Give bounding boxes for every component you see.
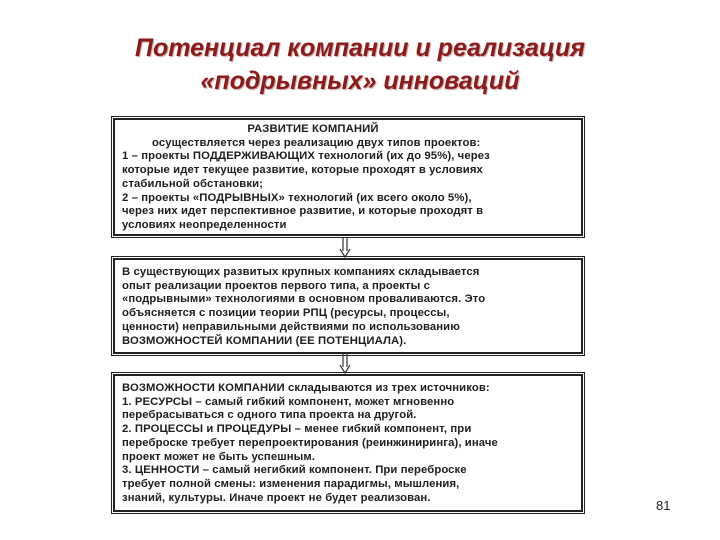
box3-line: 3. ЦЕННОСТИ – самый негибкий компонент. При переброске [122,464,467,477]
box2-line: объясняется с позиции теории РПЦ (ресурсы, процессы, [122,307,450,320]
company-development-box [113,118,583,236]
box1-line: условиях неопределенности [122,218,287,231]
box1-line: стабильной обстановки; [122,177,264,190]
box3-line: перебрасываться с одного типа проекта на другой. [122,409,417,422]
down-arrow-icon [338,354,352,374]
box3-line: переброске требует перепроектирования (реинжиниринга), иначе [122,436,498,449]
box2-line: «подрывными» технологиями в основном проваливаются. Это [122,293,486,306]
slide-title [0,32,720,98]
box3-line: проект может не быть успешным. [122,450,316,463]
box1-heading: РАЗВИТИЕ КОМПАНИЙ [247,123,379,135]
box1-line: осуществляется через реализацию двух типов проектов: [152,136,481,149]
box3-line: ВОЗМОЖНОСТИ КОМПАНИИ складываются из трех источников: [122,382,490,394]
box2-line: ценности) неправильными действиями по использованию [122,320,460,333]
box1-line: которые идет текущее развитие, которые проходят в условиях [122,164,483,177]
box3-line: 1. РЕСУРСЫ – самый гибкий компонент, может мгновенно [122,395,455,408]
title-line-2: «подрывных» инноваций [200,67,520,95]
box2-line: В существующих развитых крупных компаниях складывается [122,266,480,278]
box1-line: 2 – проекты «ПОДРЫВНЫХ» технологий (их всего около 5%), [122,191,472,204]
large-companies-box [113,258,583,354]
box3-line: знаний, культуры. Иначе проект не будет реализован. [122,491,431,504]
title-line-1: Потенциал компании и реализация [134,34,585,62]
box2-line: опыт реализации проектов первого типа, а проекты с [122,279,431,292]
down-arrow-icon [338,238,352,258]
company-capabilities-box [113,374,583,512]
box3-line: требует полной смены: изменения парадигмы, мышления, [122,477,460,490]
box1-line: 1 – проекты ПОДДЕРЖИВАЮЩИХ технологий (их до 95%), через [122,150,490,163]
box3-line: 2. ПРОЦЕССЫ и ПРОЦЕДУРЫ – менее гибкий компонент, при [122,423,472,436]
page-number: 81 [656,498,671,513]
box1-line: через них идет перспективное развитие, и которые проходят в [122,205,484,218]
box2-line: ВОЗМОЖНОСТЕЙ КОМПАНИИ (ЕЕ ПОТЕНЦИАЛА). [122,334,407,347]
